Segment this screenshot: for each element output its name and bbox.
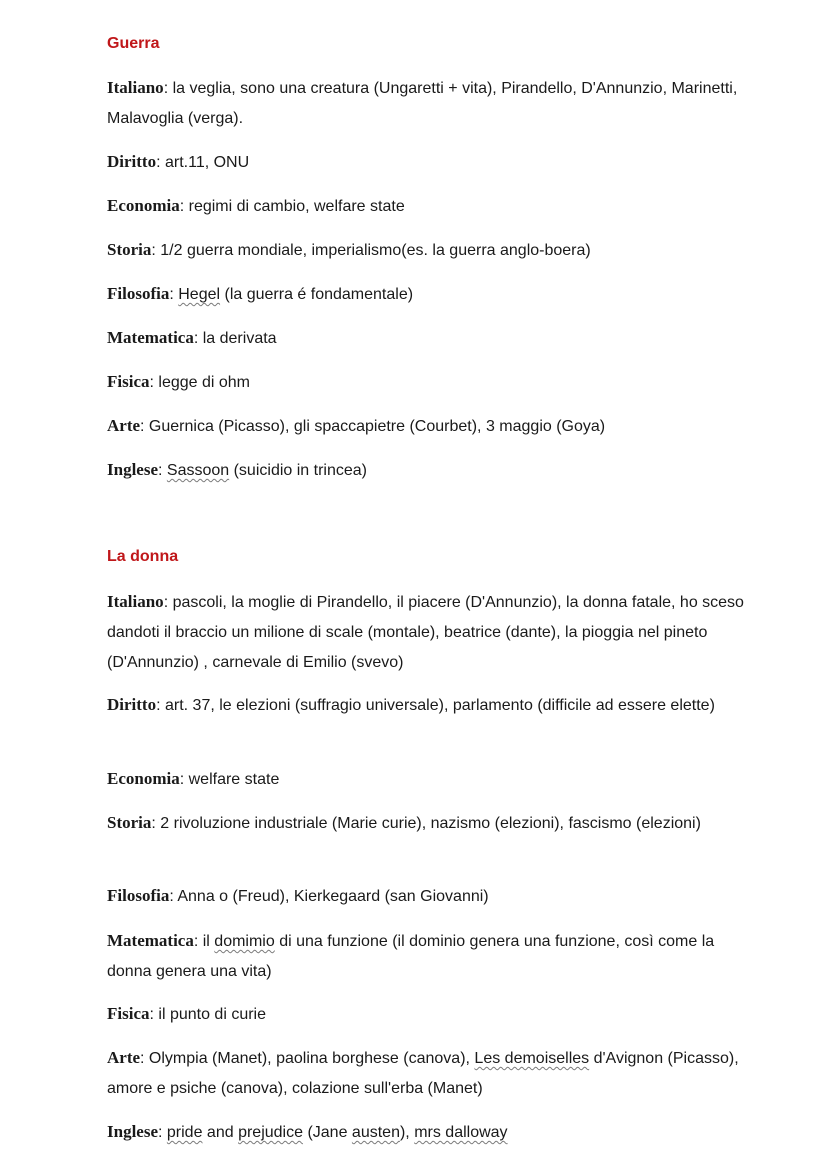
subject-label: Italiano xyxy=(107,78,164,97)
entry-guerra-diritto: Diritto: art.11, ONU xyxy=(107,152,250,171)
subject-label: Matematica xyxy=(107,931,194,950)
entry-guerra-matematica: Matematica: la derivata xyxy=(107,328,277,347)
entry-text: Anna o (Freud), Kierkegaard (san Giovanni) xyxy=(177,888,489,905)
entry-donna-economia: Economia: welfare state xyxy=(107,769,280,788)
entry-guerra-fisica: Fisica: legge di ohm xyxy=(107,372,251,391)
entry-guerra-inglese: Inglese: Sassoon (suicidio in trincea) xyxy=(107,460,367,479)
entry-text: ), xyxy=(399,1124,415,1141)
spellcheck-flagged-word: Les demoiselles xyxy=(474,1050,590,1067)
entry-text: Olympia (Manet), paolina borghese (canova), xyxy=(148,1050,475,1067)
entry-text: regimi di cambio, welfare state xyxy=(188,198,405,215)
spellcheck-flagged-word: domimio xyxy=(214,933,275,950)
entry-donna-diritto: Diritto: art. 37, le elezioni (suffragio universale), parlamento (difficile ad essere elette) xyxy=(107,695,715,714)
spellcheck-flagged-word: Sassoon xyxy=(166,462,230,479)
entry-donna-inglese: Inglese: pride and prejudice (Jane austen), mrs dalloway xyxy=(107,1122,508,1141)
entry-donna-italiano: Italiano: pascoli, la moglie di Pirandello, il piacere (D'Annunzio), la donna fatale, ho sceso dandoti il braccio un milione di scale (montale), beatrice (dante), la pioggia nel pineto (D'Annunzio) , carnevale di Emilio (svevo) xyxy=(107,592,744,671)
entry-text: la veglia, sono una creatura (Ungaretti + vita), Pirandello, D'Annunzio, Marinetti, Malavoglia (verga). xyxy=(107,80,738,127)
subject-label: Diritto xyxy=(107,152,157,171)
entry-donna-storia: Storia: 2 rivoluzione industriale (Marie curie), nazismo (elezioni), fascismo (elezioni) xyxy=(107,813,701,832)
subject-label: Filosofia xyxy=(107,284,170,303)
entry-text: art.11, ONU xyxy=(164,154,250,171)
subject-label: Storia xyxy=(107,240,152,259)
section-title-la-donna: La donna xyxy=(107,548,179,565)
entry-guerra-arte: Arte: Guernica (Picasso), gli spaccapietre (Courbet), 3 maggio (Goya) xyxy=(107,416,606,435)
spellcheck-flagged-word: pride xyxy=(166,1124,203,1141)
spellcheck-flagged-word: prejudice xyxy=(238,1124,303,1141)
subject-label: Italiano xyxy=(107,592,164,611)
subject-label: Filosofia xyxy=(107,886,170,905)
entry-text: Guernica (Picasso), gli spaccapietre (Courbet), 3 maggio (Goya) xyxy=(148,418,606,435)
subject-label: Inglese xyxy=(107,1122,158,1141)
section-title-guerra: Guerra xyxy=(107,35,160,52)
entry-text: legge di ohm xyxy=(158,374,251,391)
entry-text: il punto di curie xyxy=(158,1006,267,1023)
subject-label: Inglese xyxy=(107,460,158,479)
subject-label: Storia xyxy=(107,813,152,832)
entry-guerra-italiano: Italiano: la veglia, sono una creatura (Ungaretti + vita), Pirandello, D'Annunzio, Marinetti, Malavoglia (verga). xyxy=(107,78,738,127)
entry-text: art. 37, le elezioni (suffragio universale), parlamento (difficile ad essere elette) xyxy=(164,697,715,714)
spellcheck-flagged-word: Hegel xyxy=(178,286,221,303)
entry-guerra-economia: Economia: regimi di cambio, welfare state xyxy=(107,196,405,215)
entry-text: (la guerra é fondamentale) xyxy=(220,286,414,303)
entry-text: pascoli, la moglie di Pirandello, il piacere (D'Annunzio), la donna fatale, ho sceso dandoti il braccio un milione di scale (montale), beatrice (dante), la pioggia nel pineto (D'Annunzio) , carnevale di Emilio (svevo) xyxy=(107,594,744,671)
subject-label: Economia xyxy=(107,196,180,215)
subject-label: Arte xyxy=(107,416,141,435)
entry-text: (suicidio in trincea) xyxy=(229,462,367,479)
entry-text: 2 rivoluzione industriale (Marie curie), nazismo (elezioni), fascismo (elezioni) xyxy=(160,815,701,832)
subject-label: Diritto xyxy=(107,695,157,714)
subject-label: Economia xyxy=(107,769,180,788)
entry-donna-fisica: Fisica: il punto di curie xyxy=(107,1004,267,1023)
entry-text: welfare state xyxy=(188,771,280,788)
entry-guerra-storia: Storia: 1/2 guerra mondiale, imperialismo(es. la guerra anglo-boera) xyxy=(107,240,591,259)
subject-label: Fisica xyxy=(107,372,150,391)
entry-text: 1/2 guerra mondiale, imperialismo(es. la guerra anglo-boera) xyxy=(160,242,591,259)
entry-text: di una funzione (il dominio genera una funzione, così come la donna genera una vita) xyxy=(107,933,715,980)
spellcheck-flagged-word: mrs dalloway xyxy=(414,1124,508,1141)
entry-donna-arte: Arte: Olympia (Manet), paolina borghese (canova), Les demoiselles d'Avignon (Picasso), amore e psiche (canova), colazione sull'erba (Manet) xyxy=(107,1048,739,1097)
entry-guerra-filosofia: Filosofia: Hegel (la guerra é fondamentale) xyxy=(107,284,414,303)
subject-label: Matematica xyxy=(107,328,194,347)
entry-text: d'Avignon (Picasso), amore e psiche (canova), colazione sull'erba (Manet) xyxy=(107,1050,739,1097)
spellcheck-flagged-word: austen xyxy=(351,1124,400,1141)
entry-donna-filosofia: Filosofia: Anna o (Freud), Kierkegaard (san Giovanni) xyxy=(107,886,489,905)
entry-donna-matematica: Matematica: il domimio di una funzione (il dominio genera una funzione, così come la donna genera una vita) xyxy=(107,931,715,980)
entry-text: and xyxy=(202,1124,239,1141)
subject-label: Fisica xyxy=(107,1004,150,1023)
entry-text: (Jane xyxy=(303,1124,352,1141)
entry-text: il xyxy=(202,933,215,950)
subject-label: Arte xyxy=(107,1048,141,1067)
entry-text: la derivata xyxy=(202,330,277,347)
